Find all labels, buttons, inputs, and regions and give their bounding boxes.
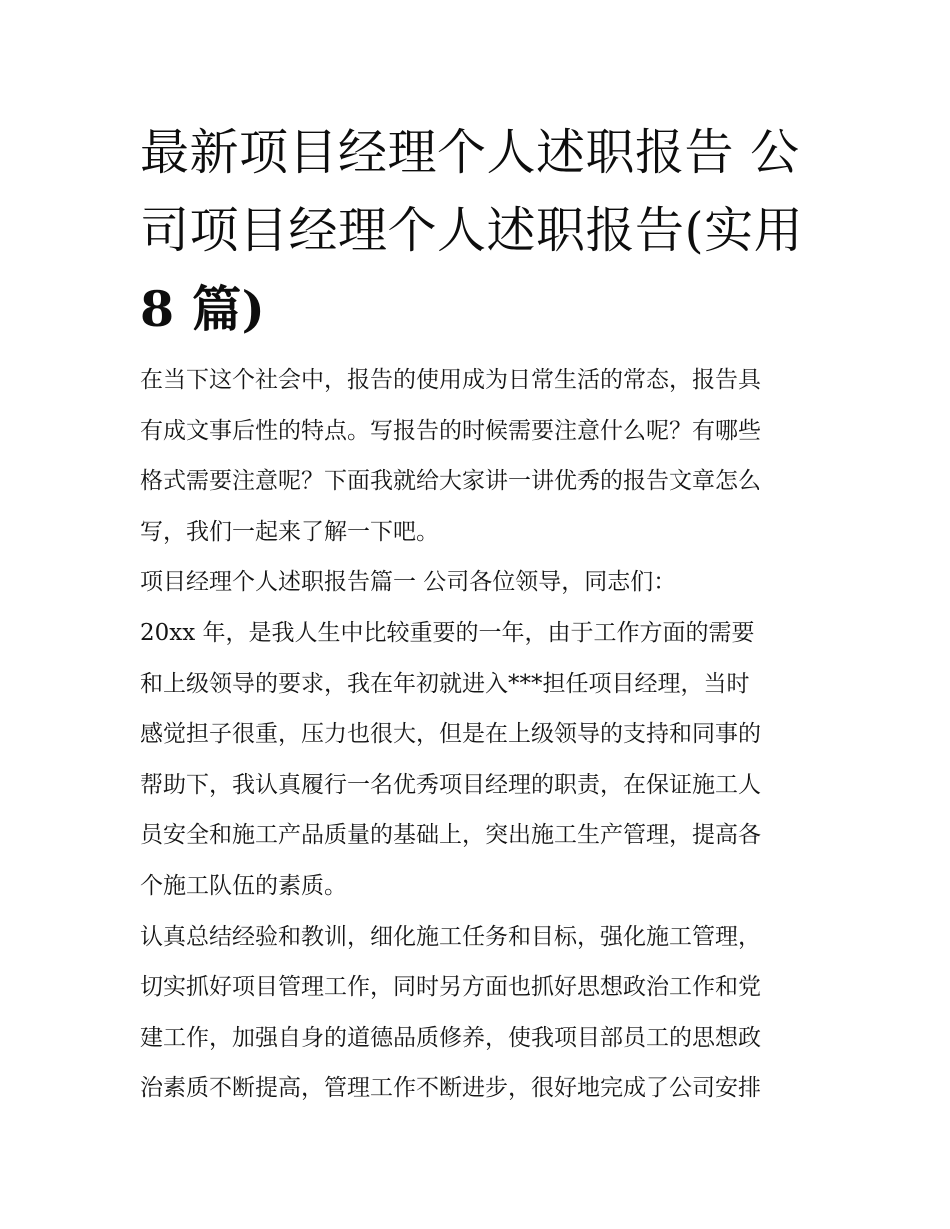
title-line: 最新项目经理个人述职报告 公 — [140, 124, 800, 181]
text-line: 员安全和施工产品质量的基础上，突出施工生产管理，提高各 — [140, 822, 761, 849]
text-line: 和上级领导的要求，我在年初就进入***担任项目经理，当时 — [140, 670, 750, 697]
text-line: 建工作，加强自身的道德品质修养，使我项目部员工的思想政 — [140, 1024, 761, 1051]
text-line: 治素质不断提高，管理工作不断进步，很好地完成了公司安排 — [140, 1075, 761, 1102]
text-line: 感觉担子很重，压力也很大，但是在上级领导的支持和同事的 — [140, 721, 761, 748]
text-line: 帮助下，我认真履行一名优秀项目经理的职责，在保证施工人 — [140, 771, 761, 798]
intro-paragraph — [140, 355, 820, 557]
body-paragraph — [140, 608, 820, 912]
text-line: 20xx 年，是我人生中比较重要的一年，由于工作方面的需要 — [140, 619, 755, 646]
text-line: 认真总结经验和教训，细化施工任务和目标，强化施工管理， — [140, 923, 761, 950]
text-line: 个施工队伍的素质。 — [140, 872, 347, 899]
text-line: 有成文事后性的特点。写报告的时候需要注意什么呢？有哪些 — [140, 417, 761, 444]
text-line: 写，我们一起来了解一下吧。 — [140, 518, 439, 545]
text-line: 格式需要注意呢？下面我就给大家讲一讲优秀的报告文章怎么 — [140, 468, 761, 495]
document-title — [140, 114, 820, 348]
document-body — [140, 355, 820, 1114]
body-paragraph — [140, 912, 820, 1114]
text-line: 在当下这个社会中，报告的使用成为日常生活的常态，报告具 — [140, 367, 761, 393]
text-line: 项目经理个人述职报告篇一 公司各位领导，同志们： — [140, 569, 677, 596]
title-line: 8 篇) — [140, 280, 266, 338]
section-heading-paragraph — [140, 557, 820, 608]
text-line: 切实抓好项目管理工作，同时另方面也抓好思想政治工作和党 — [140, 974, 761, 1001]
title-line: 司项目经理个人述职报告(实用 — [140, 202, 804, 259]
